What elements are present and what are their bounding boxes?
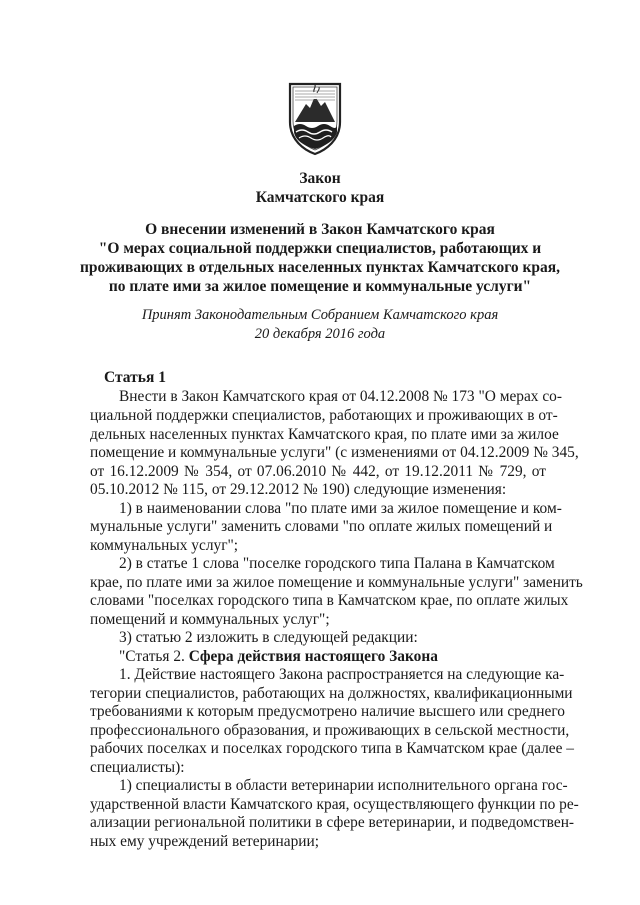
title-line: "О мерах социальной поддержки специалистов, работающих и [98, 240, 542, 257]
body-line: крае, по плате ими за жилое помещение и коммунальные услуги" заменить [90, 574, 583, 591]
kamchatka-coat-of-arms-emblem [286, 82, 344, 156]
body-line: рабочих поселках и поселках городского типа в Камчатском крае (далее – [90, 740, 574, 757]
title-line: по плате ими за жилое помещение и коммунальные услуги" [108, 278, 532, 295]
adopted-by-line: Принят Законодательным Собранием Камчатского края [141, 307, 499, 323]
body-line: мунальные услуги" заменить словами "по оплате жилых помещений и [90, 518, 553, 535]
body-line: коммунальных услуг"; [90, 537, 239, 554]
body-line: помещение и коммунальные услуги" (с изменениями от 04.12.2009 № 345, [90, 444, 579, 461]
body-line: специалисты): [90, 759, 185, 776]
body-line: Внести в Закон Камчатского края от 04.12.2008 № 173 "О мерах со- [119, 388, 563, 405]
body-line: профессионального образования, и проживающих в сельской местности, [90, 722, 570, 739]
law-label: Закон [299, 170, 341, 187]
body-line: 3) статью 2 изложить в следующей редакции: [119, 629, 418, 646]
adoption-date: 20 декабря 2016 года [254, 326, 386, 342]
body-line: 1. Действие настоящего Закона распространяется на следующие ка- [119, 666, 565, 683]
body-line: тегории специалистов, работающих на должностях, квалификационными [90, 685, 573, 702]
article-heading: Статья 1 [104, 369, 166, 386]
body-line: 2) в статье 1 слова "поселке городского типа Палана в Камчатском [119, 555, 555, 572]
body-line: 1) в наименовании слова "по плате ими за жилое помещение и ком- [119, 500, 562, 517]
body-line: ализации региональной политики в сфере ветеринарии, и подведомствен- [90, 814, 575, 831]
body-line: требованиями к которым предусмотрено наличие высшего или среднего [90, 703, 566, 720]
region-label: Камчатского края [255, 189, 385, 206]
document-title [40, 220, 600, 296]
body-line: дельных населенных пунктах Камчатского края, по плате ими за жилое [90, 426, 559, 443]
body-line: от 16.12.2009 № 354, от 07.06.2010 № 442, от 19.12.2011 № 729, от [90, 463, 546, 480]
body-line: 05.10.2012 № 115, от 29.12.2012 № 190) следующие изменения: [90, 481, 507, 498]
body-line: ударственной власти Камчатского края, осуществляющего функции по ре- [90, 796, 579, 813]
body-line: 1) специалисты в области ветеринарии исполнительного органа гос- [119, 777, 568, 794]
article-2-title: Сфера действия настоящего Закона [188, 648, 438, 665]
body-line: помещений и коммунальных услуг"; [90, 611, 330, 628]
body-line: циальной поддержки специалистов, работающих и проживающих в от- [90, 407, 558, 424]
body-line: ных ему учреждений ветеринарии; [90, 833, 320, 850]
title-line: проживающих в отдельных населенных пунктах Камчатского края, [79, 259, 561, 276]
article-2-heading [119, 648, 438, 666]
article-2-prefix: "Статья 2. [119, 648, 189, 665]
body-line: словами "поселках городского типа в Камчатском крае, по оплате жилых [90, 592, 569, 609]
title-line: О внесении изменений в Закон Камчатского края [145, 221, 495, 238]
